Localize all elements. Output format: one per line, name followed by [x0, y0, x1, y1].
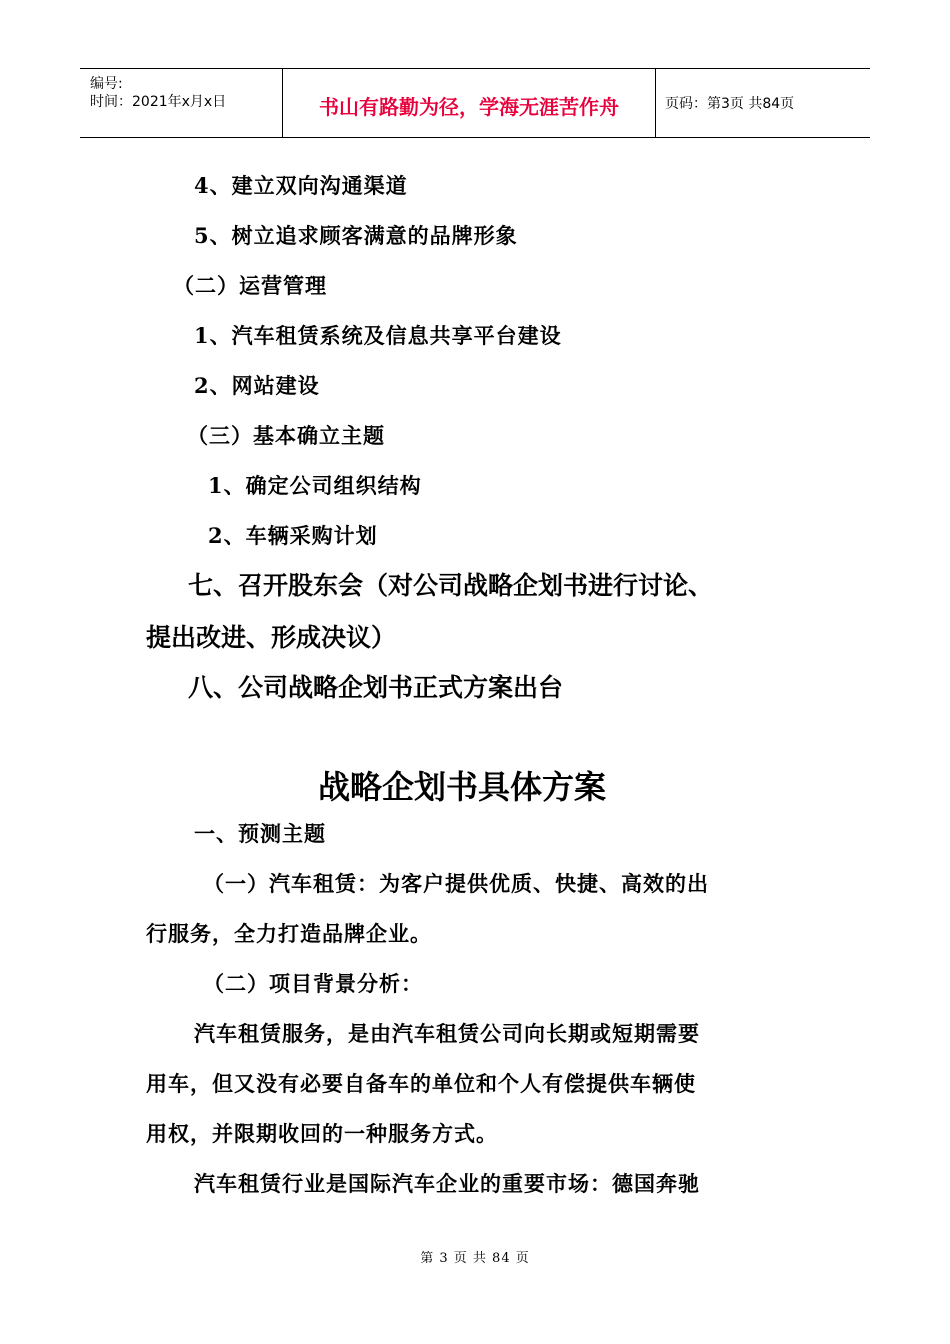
outline-item: 2、车辆采购计划 [208, 523, 378, 548]
plan-paragraph: 汽车租赁服务，是由汽车租赁公司向长期或短期需要 [194, 1021, 700, 1046]
outline-item: 1、确定公司组织结构 [208, 473, 422, 498]
outline-item: 4、建立双向沟通渠道 [194, 173, 408, 198]
header-motto-cell [282, 69, 656, 137]
header-motto: 书山有路勤为径，学海无涯苦作舟 [319, 95, 619, 119]
outline-item: 1、汽车租赁系统及信息共享平台建设 [194, 323, 562, 348]
section-heading-7: 七、召开股东会（对公司战略企划书进行讨论、 [188, 571, 714, 600]
header-page-cell [655, 69, 870, 137]
plan-paragraph: （一）汽车租赁：为客户提供优质、快捷、高效的出 [203, 871, 709, 896]
page-footer: 第 3 页 共 84 页 [420, 1251, 530, 1266]
page-title: 战略企划书具体方案 [318, 768, 607, 806]
document-header [80, 68, 870, 138]
header-info-cell [80, 69, 282, 137]
plan-paragraph: 汽车租赁行业是国际汽车企业的重要市场：德国奔驰 [194, 1171, 700, 1196]
plan-subsection: （二）项目背景分析： [203, 971, 423, 996]
section-heading-7-continued: 提出改进、形成决议） [146, 623, 397, 652]
outline-subsection: （二）运营管理 [173, 273, 327, 298]
outline-subsection: （三）基本确立主题 [187, 423, 385, 448]
document-number-label: 编号: [90, 76, 123, 92]
plan-paragraph-continued: 用车，但又没有必要自备车的单位和个人有偿提供车辆使 [146, 1071, 696, 1096]
header-page-number: 页码：第3页 共84页 [665, 96, 795, 112]
document-date-label: 时间：2021年x月x日 [90, 94, 227, 110]
section-heading-8: 八、公司战略企划书正式方案出台 [188, 673, 564, 702]
plan-paragraph-continued: 行服务，全力打造品牌企业。 [146, 921, 432, 946]
outline-item: 2、网站建设 [194, 373, 320, 398]
outline-item: 5、树立追求顾客满意的品牌形象 [194, 223, 518, 248]
plan-paragraph-continued: 用权，并限期收回的一种服务方式。 [146, 1121, 498, 1146]
plan-section-heading: 一、预测主题 [194, 821, 326, 846]
